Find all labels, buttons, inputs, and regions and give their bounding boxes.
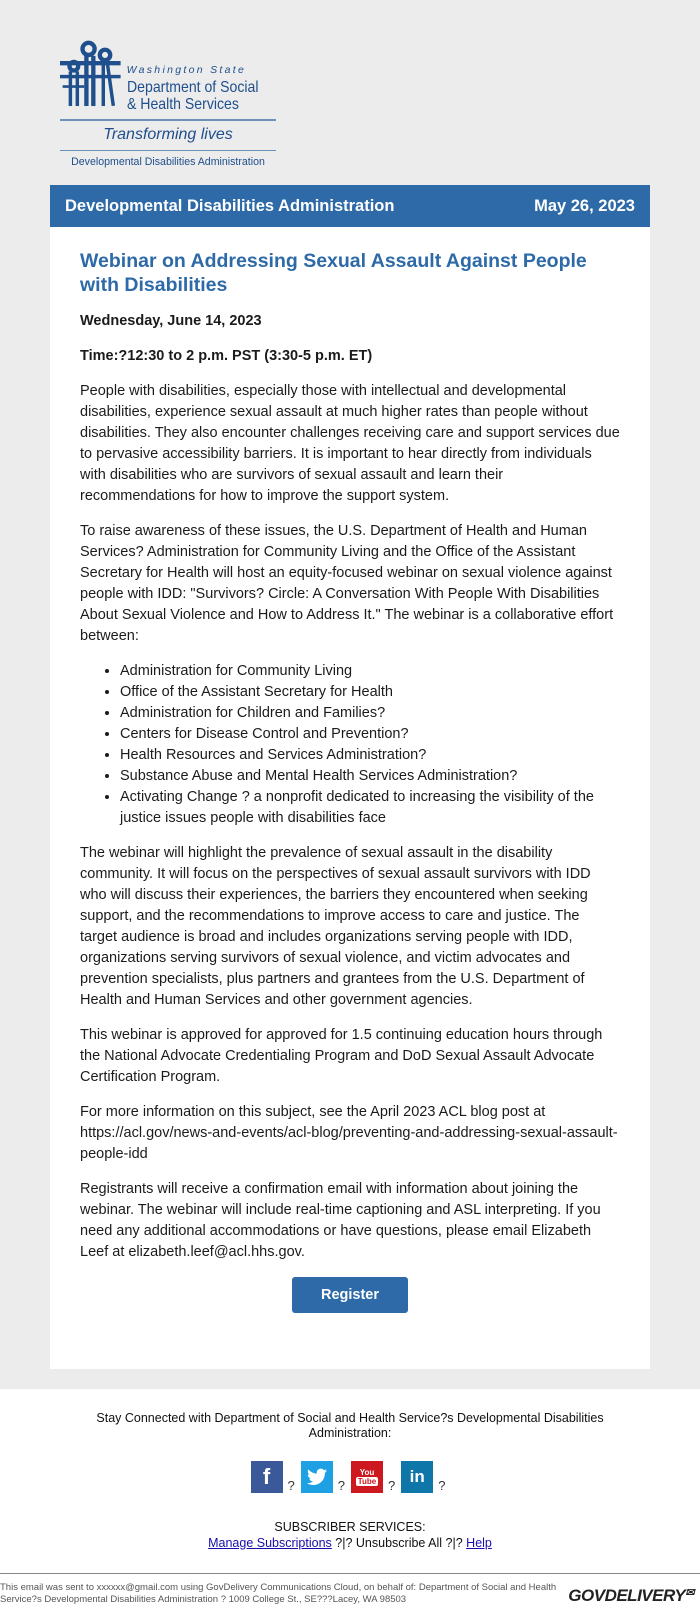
separator: ? (438, 1478, 446, 1493)
paragraph: People with disabilities, especially those with intellectual and developmental disabilities, experience sexual assault at much higher rates than people without disabilities. They also encounter challenges receiving care and support services due to pervasive accessibility barriers. It is important to hear directly from individuals with disabilities who are survivors of sexual assault and learn their recommendations for how to improve the support system. (80, 383, 620, 504)
family-figures-icon (60, 35, 121, 113)
unsubscribe-all-text: Unsubscribe All (355, 1536, 443, 1550)
list-item: • Activating Change ? a nonprofit dedicated to increasing the visibility of the justice issues people with disabilities face (120, 787, 620, 829)
logo-divider (60, 150, 276, 151)
logo-dept-line1: Department of Social (126, 79, 259, 96)
paragraph: This webinar is approved for approved for 1.5 continuing education hours through the National Advocate Credentialing Program and DoD Sexual Assault Advocate Certification Program. (80, 1027, 603, 1085)
stay-connected-text: Stay Connected with Department of Social and Health Service?s Developmental Disabilities Administration: (96, 1411, 604, 1440)
govdelivery-logo[interactable]: GOVDELIVERY✉ (568, 1586, 694, 1605)
paragraph: The webinar will highlight the prevalence of sexual assault in the disability community. It will focus on the perspectives of sexual assault survivors with IDD who will discuss their experiences, the barriers they encountered when seeking support, and the recommendations to improve access to care and justice. The target audience is broad and includes organizations serving people with IDD, organizations serving survivors of sexual violence, and victim advocates and prevention specialists, plus partners and grantees from the U.S. Department of Health and Human Services and other government agencies. (80, 845, 591, 1008)
logo-admin: Developmental Disabilities Administration (71, 156, 265, 168)
list-item: • Substance Abuse and Mental Health Services Administration? (120, 766, 620, 787)
envelope-icon: ✉ (685, 1587, 694, 1599)
header-org: Developmental Disabilities Administration (65, 196, 395, 215)
divider: ?|? (331, 1536, 356, 1550)
register-button[interactable]: Register (292, 1277, 408, 1313)
social-links (0, 1461, 700, 1493)
legal-footer (0, 1573, 700, 1605)
article-title: Webinar on Addressing Sexual Assault Against People with Disabilities (80, 250, 587, 296)
twitter-icon[interactable] (301, 1461, 333, 1493)
paragraph: Registrants will receive a confirmation email with information about joining the webinar. The webinar will include real-time captioning and ASL interpreting. If you need any additional accommodations or have questions, please email Elizabeth Leef at elizabeth.leef@acl.hhs.gov. (80, 1181, 601, 1260)
logo-dept-line2: & Health Services (126, 96, 239, 113)
divider: ?|? (442, 1536, 467, 1550)
footer (0, 1411, 700, 1551)
list-item: • Office of the Assistant Secretary for Health (120, 682, 620, 703)
separator: ? (388, 1478, 396, 1493)
manage-subscriptions-link[interactable]: Manage Subscriptions (208, 1536, 332, 1550)
card-header (50, 185, 650, 227)
header-date: May 26, 2023 (534, 196, 635, 215)
list-item: • Administration for Children and Families? (120, 703, 620, 724)
event-date: Wednesday, June 14, 2023 (80, 313, 262, 329)
subscriber-services (0, 1519, 700, 1551)
email-card (50, 185, 650, 1369)
logo-state: Washington State (126, 64, 247, 76)
paragraph: To raise awareness of these issues, the U.S. Department of Health and Human Services? Administration for Community Living and the Office of the Assistant Secretary for Health will host an equity-focused webinar on sexual violence against people with IDD: "Survivors? Circle: A Conversation With People With Disabilities About Sexual Violence and How to Address It." The webinar is a collaborative effort between: (80, 523, 614, 644)
list-item: • Health Resources and Services Administration? (120, 745, 620, 766)
paragraph: For more information on this subject, see the April 2023 ACL blog post at https://acl.gov/news-and-events/acl-blog/preventing-and-addressing-sexual-assault-people-idd (80, 1104, 618, 1162)
bird-icon (307, 1468, 327, 1486)
help-link[interactable]: Help (466, 1536, 492, 1550)
separator: ? (287, 1478, 295, 1493)
youtube-icon[interactable]: You Tube (351, 1461, 383, 1493)
event-time: Time:?12:30 to 2 p.m. PST (3:30-5 p.m. ET) (80, 348, 373, 364)
legal-text: This email was sent to xxxxxx@gmail.com using GovDelivery Communications Cloud, on behalf of: Department of Social and Health Service?s Developmental Disabilities Administration ? 1009 College St., SE???Lacey, WA 98503 (0, 1582, 557, 1605)
separator: ? (337, 1478, 345, 1493)
logo-tagline: Transforming lives (103, 126, 233, 143)
list-item: • Centers for Disease Control and Prevention? (120, 724, 620, 745)
partners-list (80, 661, 620, 829)
dshs-logo (60, 33, 276, 168)
logo-divider (60, 119, 276, 121)
linkedin-icon[interactable]: in (401, 1461, 433, 1493)
subscriber-title: SUBSCRIBER SERVICES: (274, 1520, 426, 1534)
list-item: • Administration for Community Living (120, 661, 620, 682)
facebook-icon[interactable]: f (251, 1461, 283, 1493)
